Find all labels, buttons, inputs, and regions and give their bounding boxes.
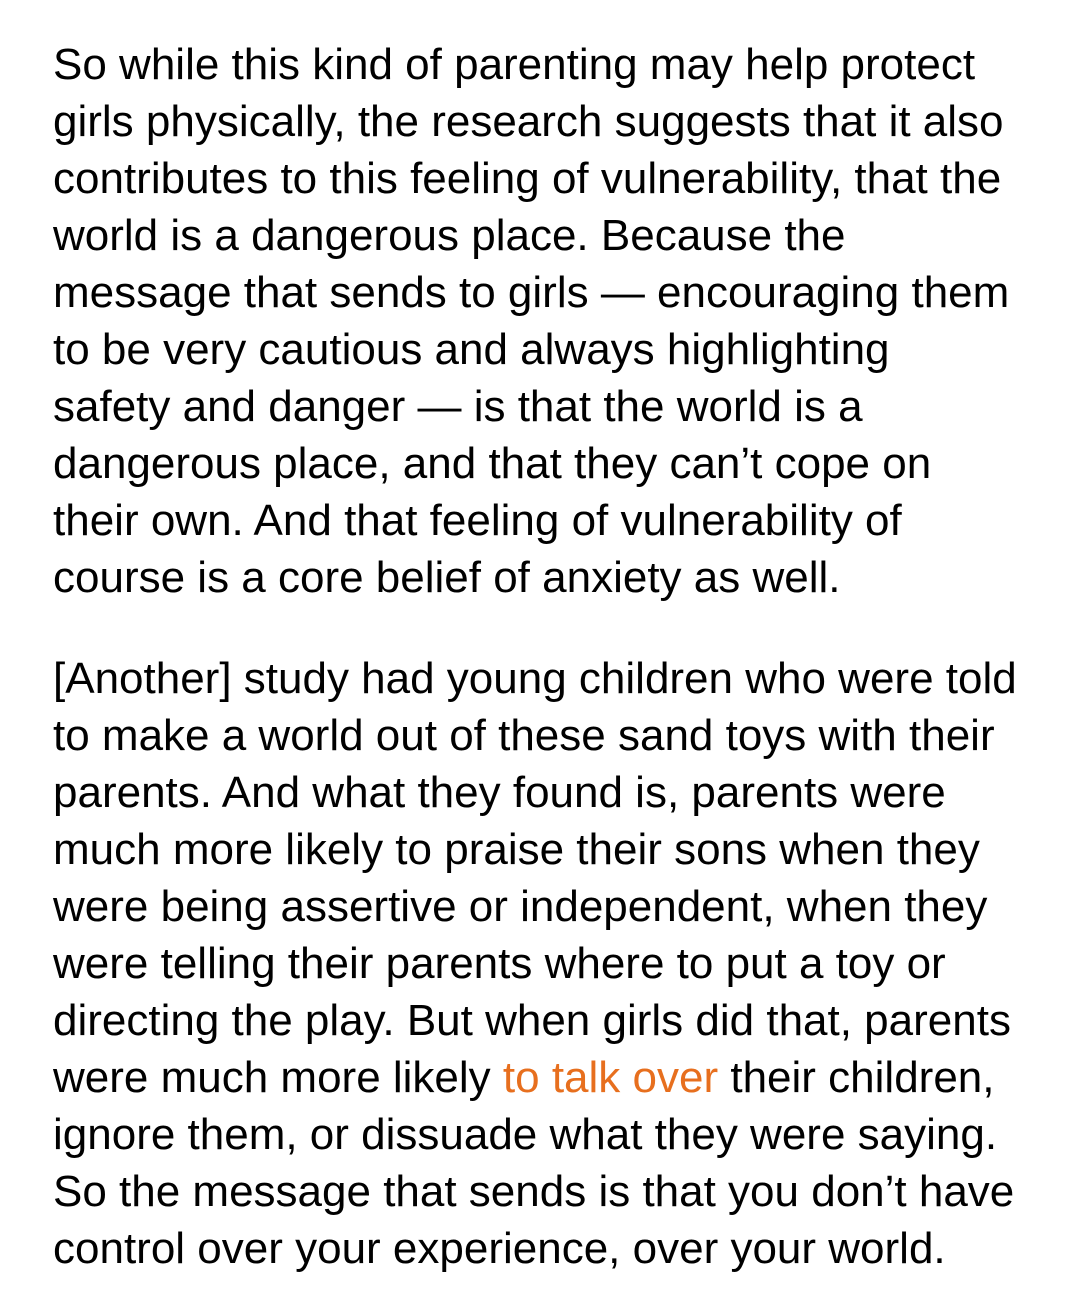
paragraph [53,36,1019,606]
to-talk-over-link[interactable]: to talk over [502,1053,719,1102]
paragraph [53,650,1019,1277]
paragraph-text: [Another] study had young children who were told to make a world out of these sand toys with their parents. And what they found is, parents were much more likely to praise their sons when they were being assertive or independent, when they were telling their parents where to put a toy or directing the play. But when girls did that, parents were much more likely [53,654,1017,1102]
paragraph-text: So while this kind of parenting may help protect girls physically, the research suggests that it also contributes to this feeling of vulnerability, that the world is a dangerous place. Because the message that sends to girls — encouraging them to be very cautious and always highlighting safety and danger — is that the world is a dangerous place, and that they can’t cope on their own. And that feeling of vulnerability of course is a core belief of anxiety as well. [53,40,1010,602]
article-body [53,36,1019,1277]
paragraph-text: their children, ignore them, or dissuade what they were saying. So the message that sends is that you don’t have control over your experience, over your world. [53,1053,1015,1273]
